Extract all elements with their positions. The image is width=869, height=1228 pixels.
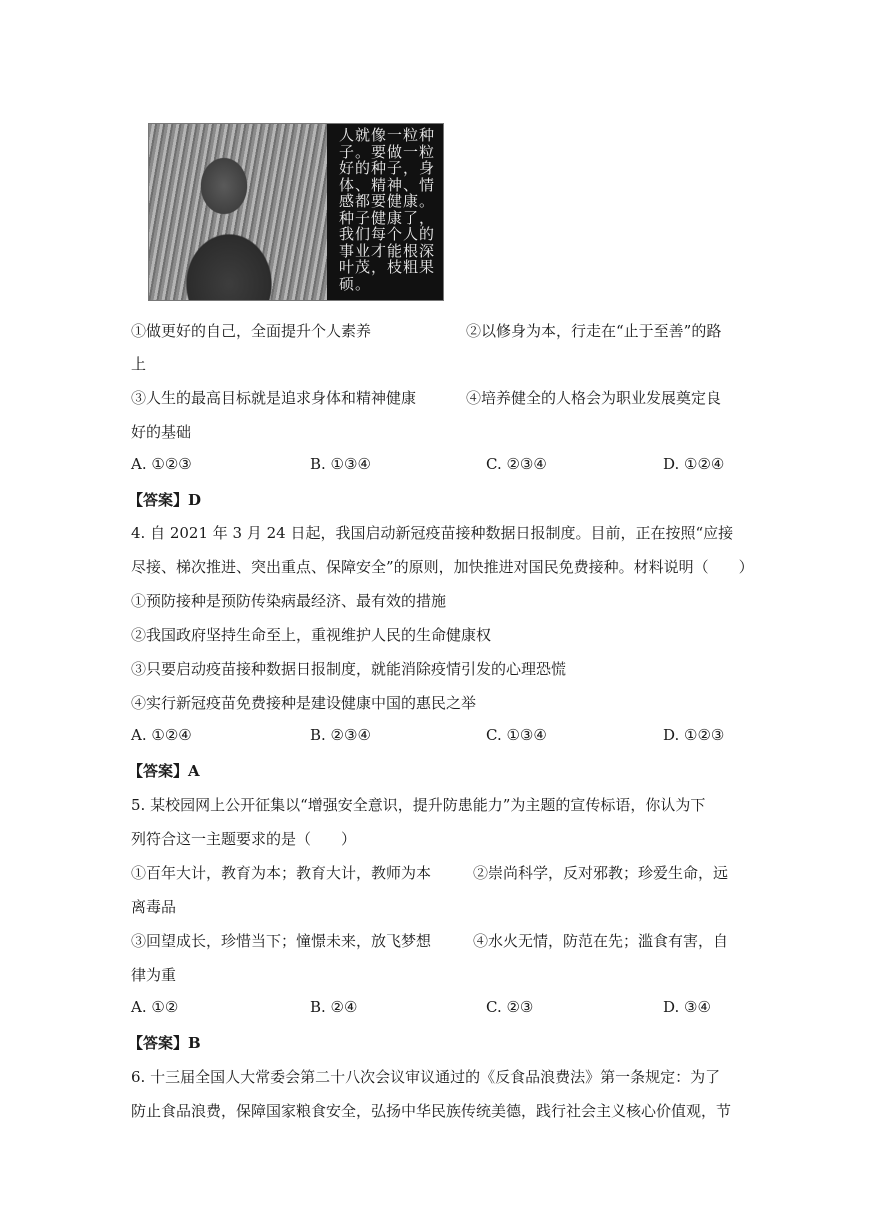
q5-option-c: C. ②③ xyxy=(486,998,534,1016)
q5-answer: 【答案】B xyxy=(128,1034,201,1052)
q3-answer: 【答案】D xyxy=(128,491,202,509)
q4-statement-2: ②我国政府坚持生命至上，重视维护人民的生命健康权 xyxy=(131,626,492,644)
q5-statement-2: ②崇尚科学，反对邪教；珍爱生命，远 xyxy=(473,864,729,882)
q4-answer: 【答案】A xyxy=(128,762,200,780)
q4-statement-1: ①预防接种是预防传染病最经济、最有效的措施 xyxy=(131,592,447,610)
q5-statement-4-cont: 律为重 xyxy=(131,966,177,984)
portrait-photo xyxy=(149,124,327,300)
q6-stem-2: 防止食品浪费，保障国家粮食安全，弘扬中华民族传统美德，践行社会主义核心价值观，节 xyxy=(131,1102,732,1120)
q3-statement-3: ③人生的最高目标就是追求身体和精神健康 xyxy=(131,389,417,407)
q4-option-c: C. ①③④ xyxy=(486,726,547,744)
q4-statement-3: ③只要启动疫苗接种数据日报制度，就能消除疫情引发的心理恐慌 xyxy=(131,660,567,678)
q3-statement-4-cont: 好的基础 xyxy=(131,423,192,441)
q4-statement-4: ④实行新冠疫苗免费接种是建设健康中国的惠民之举 xyxy=(131,694,477,712)
q4-option-d: D. ①②③ xyxy=(663,726,725,744)
q4-option-b: B. ②③④ xyxy=(310,726,371,744)
q6-stem-1: 6. 十三届全国人大常委会第二十八次会议审议通过的《反食品浪费法》第一条规定：为了 xyxy=(131,1068,721,1086)
q5-stem-1: 5. 某校园网上公开征集以“增强安全意识，提升防患能力”为主题的宣传标语，你认为下 xyxy=(131,796,706,814)
q5-statement-1: ①百年大计，教育为本；教育大计，教师为本 xyxy=(131,864,432,882)
q3-statement-1: ①做更好的自己，全面提升个人素养 xyxy=(131,322,372,340)
q3-option-c: C. ②③④ xyxy=(486,455,547,473)
q5-option-b: B. ②④ xyxy=(310,998,358,1016)
q3-statement-2-cont: 上 xyxy=(131,355,147,373)
q5-statement-4: ④水火无情，防范在先；滥食有害，自 xyxy=(473,932,729,950)
photo-caption: 人就像一粒种子。要做一粒好的种子，身体、精神、情感都要健康。种子健康了，我们每个人的事业才能根深叶茂，枝粗果硕。 xyxy=(327,124,443,300)
figure-photo xyxy=(148,123,444,301)
q3-statement-2: ②以修身为本，行走在“止于至善”的路 xyxy=(466,322,722,340)
q4-stem-1: 4. 自 2021 年 3 月 24 日起，我国启动新冠疫苗接种数据日报制度。目前，正在按照“应接 xyxy=(131,524,734,542)
q4-stem-2: 尽接、梯次推进、突出重点、保障安全”的原则，加快推进对国民免费接种。材料说明（ ） xyxy=(131,558,754,576)
q5-stem-2: 列符合这一主题要求的是（ ） xyxy=(131,830,357,848)
q3-option-d: D. ①②④ xyxy=(663,455,725,473)
q5-option-d: D. ③④ xyxy=(663,998,711,1016)
q3-statement-4: ④培养健全的人格会为职业发展奠定良 xyxy=(466,389,722,407)
q3-option-a: A. ①②③ xyxy=(131,455,192,473)
q5-option-a: A. ①② xyxy=(131,998,179,1016)
q5-statement-3: ③回望成长，珍惜当下；憧憬未来，放飞梦想 xyxy=(131,932,432,950)
q5-statement-2-cont: 离毒品 xyxy=(131,898,177,916)
q4-option-a: A. ①②④ xyxy=(131,726,192,744)
q3-option-b: B. ①③④ xyxy=(310,455,371,473)
